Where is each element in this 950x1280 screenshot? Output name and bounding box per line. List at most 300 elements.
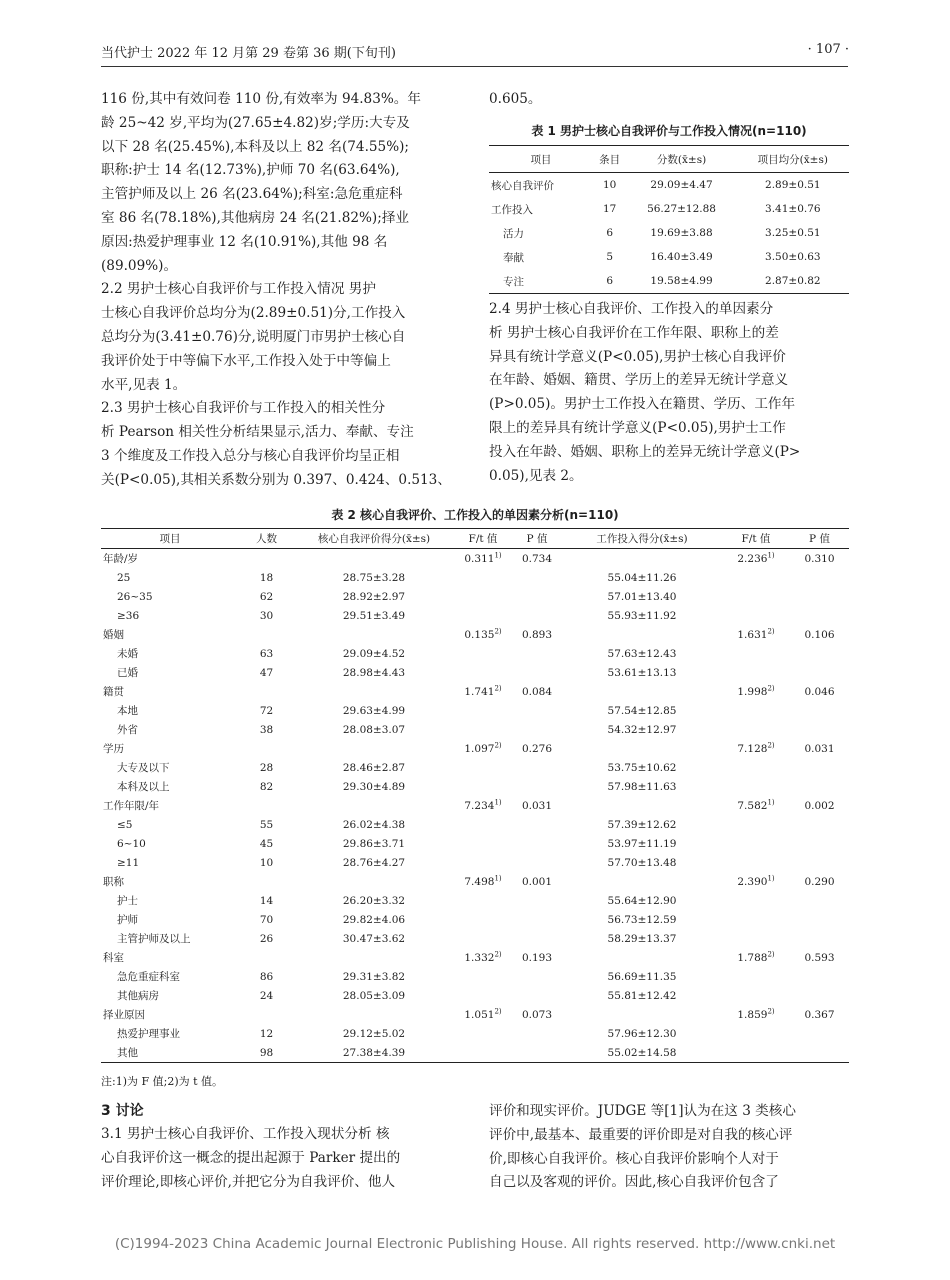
table2-cell	[294, 720, 454, 739]
table2-cell	[239, 815, 294, 834]
table2-cell	[722, 663, 790, 682]
cell-value: 29.12±5.02	[342, 1027, 406, 1040]
table1-cell: 活力	[503, 227, 524, 240]
cell-value: 0.893	[521, 628, 553, 641]
text-line: 2.3 男护士核心自我评价与工作投入的相关性分	[101, 400, 386, 417]
cell-value: 1.788	[737, 951, 768, 964]
table2-cell	[239, 967, 294, 986]
cell-value: 57.54±12.85	[607, 704, 677, 717]
table-row	[101, 948, 849, 967]
text-line: 自己以及客观的评价。因此,核心自我评价包含了	[489, 1174, 779, 1191]
table1-cell: 29.09±4.47	[650, 179, 713, 191]
cell-value: 1.859	[737, 1008, 768, 1021]
table2-cell	[722, 758, 790, 777]
table2-cell	[562, 682, 722, 701]
cell-value: 0.084	[521, 685, 553, 698]
table2-cell	[294, 758, 454, 777]
cell-value: 30	[259, 609, 274, 622]
footnote-marker: 2)	[494, 741, 502, 749]
cell-value: 0.311	[464, 552, 495, 565]
text-line: 0.605。	[489, 91, 542, 107]
footnote-marker: 1)	[494, 874, 502, 882]
text-line: 以下 28 名(25.45%),本科及以上 82 名(74.55%);	[101, 138, 410, 155]
cell-value: 47	[259, 666, 274, 679]
table2-cell	[454, 1043, 512, 1063]
table2-cell	[562, 720, 722, 739]
text-line: 室 86 名(78.18%),其他病房 24 名(21.82%);择业	[101, 210, 410, 226]
table2-cell	[790, 587, 849, 606]
cell-value: 29.86±3.71	[342, 837, 406, 850]
table2-cell	[722, 796, 790, 815]
table2-cell	[294, 834, 454, 853]
table2-cell	[722, 606, 790, 625]
table-row	[489, 269, 849, 294]
table2-cell	[512, 682, 562, 701]
cell-value: 98	[259, 1046, 274, 1059]
table2-cell	[562, 663, 722, 682]
table2-cell	[790, 853, 849, 872]
table2-cell	[294, 568, 454, 587]
table2-cell	[722, 948, 790, 967]
table2-column-header: 核心自我评价得分(x̄±s)	[294, 529, 454, 549]
footnote-marker: 2)	[767, 627, 775, 635]
cell-value: 58.29±13.37	[607, 932, 677, 945]
table2-cell	[790, 967, 849, 986]
table2-cell	[790, 948, 849, 967]
table1-header-row	[489, 146, 849, 173]
table2-cell	[512, 625, 562, 644]
footnote-marker: 2)	[494, 950, 502, 958]
cell-value: 29.82±4.06	[342, 913, 406, 926]
cell-value: 其他病房	[117, 990, 159, 1002]
table2-cell	[790, 625, 849, 644]
text-line: 原因:热爱护理事业 12 名(10.91%),其他 98 名	[101, 233, 388, 250]
table-row	[489, 173, 849, 198]
table2-cell	[239, 910, 294, 929]
table2-cell	[101, 1043, 239, 1063]
cell-value: 2.236	[737, 552, 768, 565]
cell-value: 急危重症科室	[117, 971, 180, 983]
cell-value: 72	[259, 704, 274, 717]
table2-cell	[512, 1043, 562, 1063]
table2-cell	[101, 777, 239, 796]
table2-cell	[790, 663, 849, 682]
cell-value: 26.02±4.38	[342, 818, 406, 831]
cell-value: 已婚	[117, 667, 138, 679]
table2-cell	[101, 720, 239, 739]
table2-cell	[512, 929, 562, 948]
table2-column-header: P 值	[790, 529, 849, 549]
table1-cell: 2.89±0.51	[765, 179, 821, 191]
table2-cell	[239, 1043, 294, 1063]
table2-cell	[454, 682, 512, 701]
table2-cell	[239, 549, 294, 569]
table2-cell	[790, 549, 849, 569]
cell-value: 职称	[103, 876, 124, 888]
cell-value: 护士	[117, 895, 138, 907]
table2-cell	[294, 1024, 454, 1043]
table2-cell	[562, 910, 722, 929]
table2-cell	[512, 720, 562, 739]
table2-cell	[101, 891, 239, 910]
table-row	[101, 625, 849, 644]
table2-cell	[790, 986, 849, 1005]
table2-cell	[512, 1024, 562, 1043]
table2-cell	[512, 758, 562, 777]
table2-note: 注:1)为 F 值;2)为 t 值。	[101, 1075, 224, 1088]
table2-cell	[239, 853, 294, 872]
table2-cell	[512, 872, 562, 891]
table2-cell	[454, 720, 512, 739]
table2-cell	[562, 872, 722, 891]
table2-cell	[454, 1024, 512, 1043]
cell-value: 6~10	[117, 837, 146, 850]
table2-cell	[239, 948, 294, 967]
table2-column-header: 项目	[101, 529, 239, 549]
cell-value: 26	[259, 932, 274, 945]
table2-cell	[562, 758, 722, 777]
table2-cell	[101, 910, 239, 929]
footnote-marker: 2)	[494, 1007, 502, 1015]
cell-value: 工作年限/年	[103, 800, 160, 812]
table2-cell	[562, 739, 722, 758]
cell-value: 29.09±4.52	[342, 647, 406, 660]
cell-value: 38	[259, 723, 274, 736]
cell-value: 54.32±12.97	[607, 723, 677, 736]
table2-cell	[454, 910, 512, 929]
table1-column-header: 项目	[489, 146, 593, 173]
table2-cell	[722, 1005, 790, 1024]
table-row	[101, 796, 849, 815]
table2-cell	[790, 568, 849, 587]
cell-value: 7.128	[737, 742, 768, 755]
table2-cell	[512, 986, 562, 1005]
cell-value: 57.70±13.48	[607, 856, 677, 869]
text-line: (P>0.05)。男护士工作投入在籍贯、学历、工作年	[489, 396, 796, 413]
table2-cell	[101, 739, 239, 758]
footnote-marker: 1)	[767, 551, 775, 559]
cell-value: 30.47±3.62	[342, 932, 406, 945]
table2-cell	[722, 929, 790, 948]
table2-cell	[562, 1024, 722, 1043]
text-line: 评价理论,即核心评价,并把它分为自我评价、他人	[101, 1173, 396, 1190]
cell-value: 7.582	[737, 799, 768, 812]
table-row	[101, 587, 849, 606]
table2-cell	[790, 815, 849, 834]
table1-cell: 56.27±12.88	[647, 203, 716, 215]
cell-value: 53.61±13.13	[607, 666, 677, 679]
table2-cell	[101, 872, 239, 891]
cell-value: 28.05±3.09	[342, 989, 406, 1002]
table-row	[101, 872, 849, 891]
cell-value: 55.93±11.92	[607, 609, 677, 622]
table2-cell	[512, 568, 562, 587]
table2-cell	[454, 872, 512, 891]
table-row	[101, 910, 849, 929]
table2-cell	[294, 891, 454, 910]
table2-cell	[790, 910, 849, 929]
table2-cell	[562, 967, 722, 986]
table2	[101, 528, 849, 1063]
text-line: 116 份,其中有效问卷 110 份,有效率为 94.83%。年	[101, 91, 421, 107]
cell-value: 择业原因	[103, 1009, 145, 1021]
cell-value: 29.30±4.89	[342, 780, 406, 793]
text-line: 评价中,最基本、最重要的评价即是对自我的核心评	[489, 1126, 793, 1143]
cell-value: 56.73±12.59	[607, 913, 677, 926]
table2-cell	[101, 568, 239, 587]
cell-value: 0.073	[521, 1008, 553, 1021]
table2-cell	[562, 815, 722, 834]
table2-cell	[562, 644, 722, 663]
table2-cell	[562, 796, 722, 815]
footnote-marker: 2)	[767, 741, 775, 749]
table2-cell	[454, 1005, 512, 1024]
table2-cell	[239, 644, 294, 663]
table-row	[101, 834, 849, 853]
cell-value: 未婚	[117, 648, 138, 660]
table2-cell	[239, 929, 294, 948]
table2-cell	[101, 587, 239, 606]
cell-value: 10	[259, 856, 274, 869]
cell-value: 55	[259, 818, 274, 831]
cell-value: 本科及以上	[117, 781, 170, 793]
text-line: 3.1 男护士核心自我评价、工作投入现状分析 核	[101, 1126, 390, 1142]
cell-value: 1.332	[464, 951, 495, 964]
cell-value: 28.75±3.28	[342, 571, 406, 584]
table2-cell	[562, 568, 722, 587]
cell-value: 25	[117, 571, 131, 584]
footnote-marker: 2)	[494, 684, 502, 692]
cell-value: 55.02±14.58	[607, 1046, 677, 1059]
footnote-marker: 1)	[494, 798, 502, 806]
table2-cell	[790, 701, 849, 720]
table1-cell: 3.25±0.51	[765, 227, 821, 239]
table2-cell	[512, 1005, 562, 1024]
table1-cell: 6	[606, 275, 614, 287]
cell-value: 1.631	[737, 628, 768, 641]
table1-cell: 奉献	[503, 251, 524, 264]
table2-cell	[239, 1005, 294, 1024]
table2-cell	[101, 986, 239, 1005]
table-row	[101, 853, 849, 872]
table2-cell	[294, 815, 454, 834]
footnote-marker: 1)	[494, 551, 502, 559]
cell-value: 28.46±2.87	[342, 761, 406, 774]
cell-value: 0.001	[521, 875, 553, 888]
cell-value: 其他	[117, 1047, 138, 1059]
table1-title: 表 1 男护士核心自我评价与工作投入情况(n=110)	[531, 124, 807, 138]
cell-value: 53.97±11.19	[607, 837, 677, 850]
table2-cell	[454, 948, 512, 967]
table1-column-header: 分数(x̄±s)	[626, 146, 736, 173]
table2-cell	[101, 625, 239, 644]
text-line: 析 男护士核心自我评价在工作年限、职称上的差	[489, 324, 779, 341]
table2-cell	[722, 834, 790, 853]
table2-cell	[101, 549, 239, 569]
table2-cell	[562, 1005, 722, 1024]
table1-cell: 16.40±3.49	[650, 251, 713, 263]
table2-cell	[722, 910, 790, 929]
table2-cell	[454, 853, 512, 872]
table2-cell	[512, 796, 562, 815]
table2-cell	[239, 720, 294, 739]
table2-cell	[101, 796, 239, 815]
table2-cell	[722, 587, 790, 606]
text-line: 限上的差异具有统计学意义(P<0.05),男护士工作	[489, 420, 786, 436]
table2-cell	[722, 682, 790, 701]
table2-cell	[294, 910, 454, 929]
table2-cell	[512, 644, 562, 663]
table2-column-header: F/t 值	[722, 529, 790, 549]
table2-cell	[512, 815, 562, 834]
cell-value: 0.310	[804, 552, 835, 565]
table2-cell	[454, 606, 512, 625]
copyright-footer: (C)1994-2023 China Academic Journal Electronic Publishing House. All rights reserved. http://www.cnki.net	[114, 1236, 836, 1252]
table2-cell	[101, 948, 239, 967]
table2-cell	[294, 663, 454, 682]
table2-cell	[239, 872, 294, 891]
table2-cell	[454, 549, 512, 569]
table2-cell	[454, 986, 512, 1005]
cell-value: 大专及以下	[117, 762, 170, 774]
table2-cell	[790, 758, 849, 777]
table2-cell	[454, 929, 512, 948]
table2-cell	[294, 929, 454, 948]
text-line: 评价和现实评价。JUDGE 等[1]认为在这 3 类核心	[489, 1103, 796, 1119]
cell-value: 29.51±3.49	[342, 609, 406, 622]
table2-cell	[239, 834, 294, 853]
table2-cell	[562, 1043, 722, 1063]
cell-value: 27.38±4.39	[342, 1046, 406, 1059]
cell-value: 55.04±11.26	[607, 571, 677, 584]
cell-value: 26.20±3.32	[342, 894, 406, 907]
table2-cell	[454, 739, 512, 758]
table2-cell	[512, 853, 562, 872]
table-row	[101, 777, 849, 796]
table2-cell	[454, 663, 512, 682]
table2-cell	[454, 758, 512, 777]
text-line: 3 个维度及工作投入总分与核心自我评价均呈正相	[101, 448, 400, 464]
text-line: 心自我评价这一概念的提出起源于 Parker 提出的	[101, 1149, 401, 1166]
table2-cell	[454, 891, 512, 910]
text-line: 2.4 男护士核心自我评价、工作投入的单因素分	[489, 301, 774, 317]
text-line: 总均分为(3.41±0.76)分,说明厦门市男护士核心自	[101, 329, 406, 345]
cell-value: 56.69±11.35	[607, 970, 677, 983]
cell-value: 0.031	[521, 799, 553, 812]
table2-cell	[454, 796, 512, 815]
text-line: (89.09%)。	[101, 257, 178, 274]
table2-cell	[512, 606, 562, 625]
table1-cell: 工作投入	[491, 203, 533, 216]
table1-column-header: 条目	[593, 146, 627, 173]
cell-value: 0.290	[804, 875, 835, 888]
cell-value: 29.31±3.82	[342, 970, 406, 983]
table2-cell	[294, 986, 454, 1005]
table-row	[101, 568, 849, 587]
table2-cell	[294, 872, 454, 891]
table2-cell	[790, 796, 849, 815]
table-row	[489, 197, 849, 221]
table2-cell	[722, 625, 790, 644]
table2-cell	[294, 948, 454, 967]
table-row	[101, 720, 849, 739]
table1-cell: 3.50±0.63	[765, 251, 821, 263]
table2-cell	[790, 872, 849, 891]
table2-cell	[722, 967, 790, 986]
cell-value: 外省	[117, 724, 138, 736]
table2-cell	[722, 891, 790, 910]
cell-value: 0.593	[804, 951, 835, 964]
table-row	[101, 644, 849, 663]
cell-value: 科室	[103, 952, 124, 964]
table2-cell	[790, 606, 849, 625]
table-row	[101, 1005, 849, 1024]
table-row	[101, 815, 849, 834]
cell-value: 本地	[117, 705, 138, 717]
table2-cell	[562, 701, 722, 720]
table2-cell	[454, 967, 512, 986]
cell-value: 28.08±3.07	[342, 723, 406, 736]
table2-cell	[294, 853, 454, 872]
table1-cell: 5	[606, 251, 614, 263]
table2-cell	[722, 815, 790, 834]
table1-cell: 19.69±3.88	[650, 227, 713, 239]
text-line: 关(P<0.05),其相关系数分别为 0.397、0.424、0.513、	[101, 471, 451, 488]
table2-cell	[722, 1024, 790, 1043]
cell-value: 57.98±11.63	[607, 780, 677, 793]
table2-cell	[454, 644, 512, 663]
text-line: 我评价处于中等偏下水平,工作投入处于中等偏上	[101, 352, 391, 369]
table2-cell	[454, 777, 512, 796]
table2-column-header: F/t 值	[454, 529, 512, 549]
table2-cell	[239, 625, 294, 644]
table-row	[101, 549, 849, 569]
table2-cell	[294, 549, 454, 569]
table2-cell	[722, 549, 790, 569]
cell-value: 45	[259, 837, 274, 850]
text-line: 主管护师及以上 26 名(23.64%);科室:急危重症科	[101, 186, 403, 203]
table2-cell	[294, 682, 454, 701]
table2-cell	[722, 701, 790, 720]
table2-cell	[101, 967, 239, 986]
table2-cell	[790, 1024, 849, 1043]
cell-value: 0.367	[804, 1008, 835, 1021]
table1-cell: 19.58±4.99	[650, 275, 713, 287]
cell-value: 28.76±4.27	[342, 856, 406, 869]
table2-cell	[101, 701, 239, 720]
table2-cell	[101, 853, 239, 872]
text-line: 异具有统计学意义(P<0.05),男护士核心自我评价	[489, 348, 786, 365]
running-header-left: 当代护士 2022 年 12 月第 29 卷第 36 期(下旬刊)	[101, 46, 396, 61]
cell-value: 热爱护理事业	[117, 1028, 180, 1040]
table2-cell	[101, 663, 239, 682]
cell-value: 12	[259, 1027, 274, 1040]
text-line: 2.2 男护士核心自我评价与工作投入情况 男护	[101, 281, 376, 298]
table2-cell	[790, 739, 849, 758]
cell-value: 86	[259, 970, 274, 983]
page-number: · 107 ·	[807, 42, 849, 57]
table2-cell	[790, 720, 849, 739]
cell-value: 57.96±12.30	[607, 1027, 677, 1040]
table2-cell	[101, 644, 239, 663]
cell-value: 0.734	[521, 552, 553, 565]
cell-value: ≥36	[117, 609, 140, 622]
table2-cell	[239, 568, 294, 587]
text-line: 水平,见表 1。	[101, 376, 187, 393]
table2-cell	[294, 739, 454, 758]
table2-cell	[722, 872, 790, 891]
cell-value: 护师	[117, 914, 138, 926]
